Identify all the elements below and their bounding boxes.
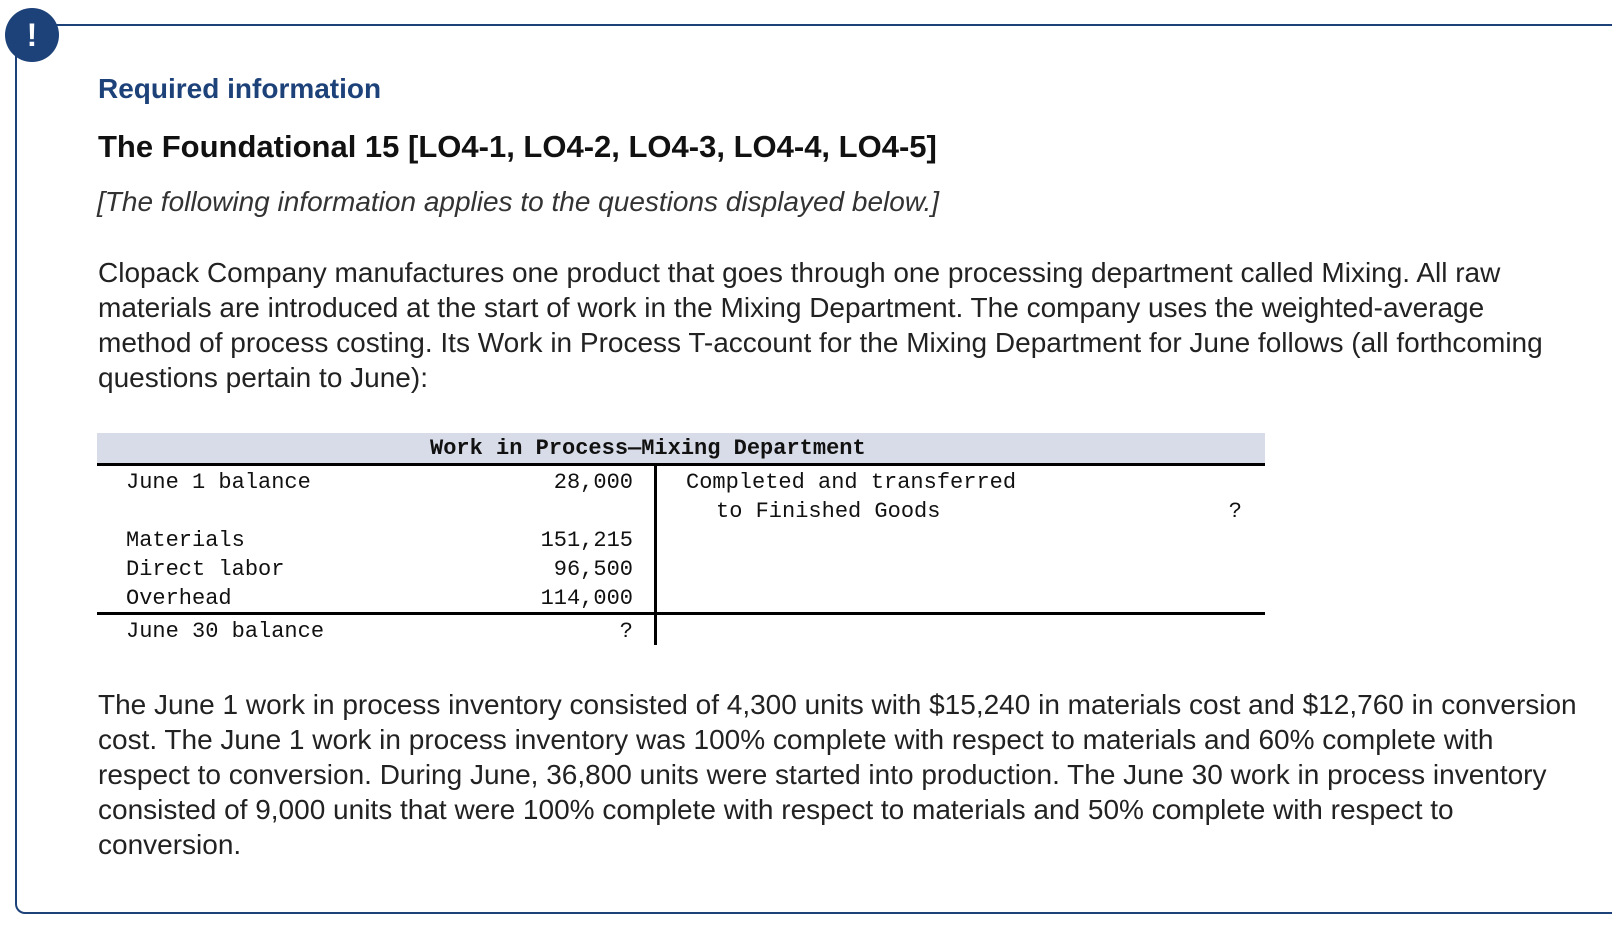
- credit-label-line1: Completed and transferred: [686, 470, 1017, 495]
- ending-balance-label: June 30 balance: [126, 619, 325, 644]
- debit-label: Overhead: [126, 586, 232, 611]
- t-account-total-rule: [97, 612, 1265, 615]
- debit-amount: 96,500: [553, 557, 633, 582]
- ending-balance-amount: ?: [619, 619, 633, 644]
- exclamation-icon: !: [5, 8, 59, 62]
- debit-amount: 114,000: [540, 586, 633, 611]
- detail-paragraph: The June 1 work in process inventory consisted of 4,300 units with $15,240 in materials cost and $12,760 in conversion cost. The June 1 work in process inventory was 100% complete with respect to materials and 60% complete with respect to conversion. During June, 36,800 units were started into production. The June 30 work in process inventory consisted of 9,000 units that were 100% complete with respect to materials and 50% complete with respect to conversion.: [98, 689, 1577, 860]
- required-information-heading: Required information: [98, 73, 382, 104]
- subtitle-note: [The following information applies to the questions displayed below.]: [97, 186, 940, 217]
- t-account-header: [97, 433, 1265, 466]
- credit-amount: ?: [1228, 499, 1242, 524]
- t-account-divider: [654, 466, 657, 645]
- debit-amount: 28,000: [553, 470, 633, 495]
- credit-label-line2: to Finished Goods: [716, 499, 941, 524]
- t-account-title: Work in Process—Mixing Department: [430, 436, 866, 461]
- debit-label: June 1 balance: [126, 470, 311, 495]
- debit-amount: 151,215: [540, 528, 633, 553]
- t-account: [97, 433, 1265, 648]
- intro-paragraph: Clopack Company manufactures one product that goes through one processing department called Mixing. All raw materials are introduced at the start of work in the Mixing Department. The company uses the weighted-average method of process costing. Its Work in Process T-account for the Mixing Department for June follows (all forthcoming questions pertain to June):: [98, 257, 1543, 393]
- debit-label: Materials: [126, 528, 245, 553]
- page-title: The Foundational 15 [LO4-1, LO4-2, LO4-3, LO4-4, LO4-5]: [98, 129, 937, 164]
- debit-label: Direct labor: [126, 557, 285, 582]
